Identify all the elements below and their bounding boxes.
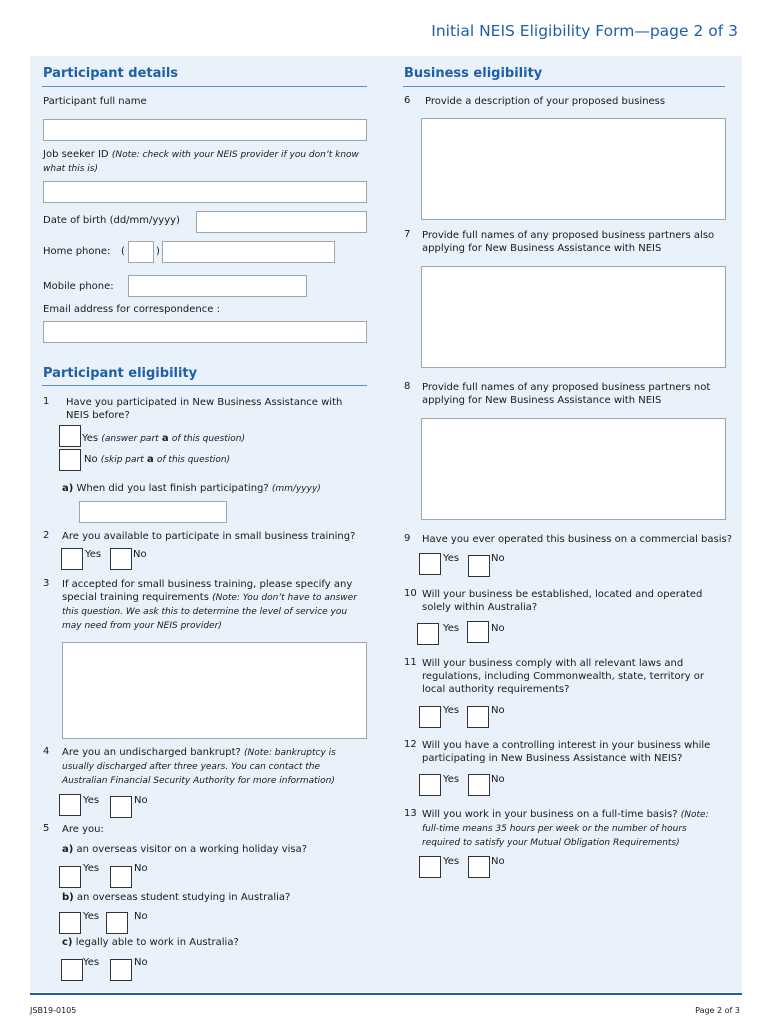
mobile-phone-label: Mobile phone:: [43, 281, 114, 292]
q11-number: 11: [404, 657, 417, 668]
q1a-date-input[interactable]: [79, 501, 227, 523]
q5b-label: [62, 891, 290, 904]
q5c-marker: c): [62, 937, 73, 948]
q9-number: 9: [404, 533, 411, 544]
q12-number: 12: [404, 739, 417, 750]
q4-no-label: No: [134, 795, 148, 806]
q4-no-checkbox[interactable]: [110, 796, 132, 818]
q1-yes-note-c: of this question): [171, 434, 246, 444]
q12-no-label: No: [491, 774, 505, 785]
q5a-no-label: No: [134, 863, 148, 874]
mobile-phone-input[interactable]: [128, 275, 307, 297]
q4-note: (Note: bankruptcy is usually discharged after three years. You can contact the Australian Financial Security Authority for more information): [62, 748, 336, 786]
q6-description-textarea[interactable]: [421, 118, 726, 220]
q2-yes-checkbox[interactable]: [61, 548, 83, 570]
q8-number: 8: [404, 381, 411, 392]
q5c-label: [62, 936, 239, 949]
participant-details-heading: Participant details: [43, 66, 179, 81]
q1-no-note-c: of this question): [156, 455, 231, 465]
section-divider: [403, 86, 725, 87]
job-seeker-label-text: Job seeker ID: [43, 149, 109, 160]
q1a-label: [62, 482, 321, 496]
q7-partners-textarea[interactable]: [421, 266, 726, 368]
q9-no-checkbox[interactable]: [468, 555, 490, 577]
home-phone-input[interactable]: [162, 241, 335, 263]
q13-yes-label: Yes: [443, 856, 460, 867]
job-seeker-label: [43, 148, 363, 176]
q1-no-label: [84, 454, 230, 465]
q7-text: Provide full names of any proposed business partners also applying for New Business Assistance with NEIS: [422, 230, 715, 254]
q10-no-label: No: [491, 623, 505, 634]
q5b-yes-checkbox[interactable]: [59, 912, 81, 934]
q13-note: (Note: full-time means 35 hours per week or the number of hours required to satisfy your Mutual Obligation Requirements): [422, 810, 709, 848]
q5b-yes-label: Yes: [83, 911, 100, 922]
q11-no-checkbox[interactable]: [467, 706, 489, 728]
q13-no-checkbox[interactable]: [468, 856, 490, 878]
email-input[interactable]: [43, 321, 367, 343]
q9-yes-checkbox[interactable]: [419, 553, 441, 575]
q8-partners-textarea[interactable]: [421, 418, 726, 520]
dob-input[interactable]: [196, 211, 367, 233]
q10-text: Will your business be established, located and operated solely within Australia?: [422, 589, 703, 613]
q11-yes-label: Yes: [443, 705, 460, 716]
q8-text: Provide full names of any proposed business partners not applying for New Business Assistance with NEIS: [422, 382, 711, 406]
q1-yes-note-a: (answer part: [101, 434, 159, 444]
q11-no-label: No: [491, 705, 505, 716]
q1-no-note-a: (skip part: [100, 455, 144, 465]
form-code: JSB19-0105: [30, 1006, 77, 1015]
q5a-label: [62, 843, 307, 856]
q1-number: 1: [43, 396, 50, 407]
q6-text: Provide a description of your proposed business: [425, 96, 666, 107]
area-code-paren-close: ): [156, 246, 160, 257]
area-code-paren-open: (: [121, 246, 125, 257]
email-label: Email address for correspondence :: [43, 304, 220, 315]
q4-text: Are you an undischarged bankrupt?: [62, 747, 241, 758]
q5b-no-label: No: [134, 911, 148, 922]
full-name-label: Participant full name: [43, 96, 147, 107]
q10-yes-checkbox[interactable]: [417, 623, 439, 645]
q5a-text: an overseas visitor on a working holiday visa?: [76, 844, 308, 855]
q5c-no-checkbox[interactable]: [110, 959, 132, 981]
q5c-yes-checkbox[interactable]: [61, 959, 83, 981]
q5b-marker: b): [62, 892, 74, 903]
q11-yes-checkbox[interactable]: [419, 706, 441, 728]
q13-no-label: No: [491, 856, 505, 867]
q1a-text: When did you last finish participating?: [76, 483, 269, 494]
q1a-marker: a): [62, 483, 74, 494]
q5b-no-checkbox[interactable]: [106, 912, 128, 934]
q10-number: 10: [404, 588, 417, 599]
q12-yes-checkbox[interactable]: [419, 774, 441, 796]
q9-no-label: No: [491, 553, 505, 564]
q9-text: Have you ever operated this business on a commercial basis?: [422, 534, 733, 545]
section-divider: [42, 385, 367, 386]
q1-yes-checkbox[interactable]: [59, 425, 81, 447]
home-phone-label: Home phone:: [43, 246, 111, 257]
q13-text: Will you work in your business on a full-time basis?: [422, 809, 678, 820]
q3-number: 3: [43, 578, 50, 589]
q4-yes-label: Yes: [83, 795, 100, 806]
q10-yes-label: Yes: [443, 623, 460, 634]
business-eligibility-heading: Business eligibility: [404, 66, 543, 81]
q5a-no-checkbox[interactable]: [110, 866, 132, 888]
q12-no-checkbox[interactable]: [468, 774, 490, 796]
q5c-text: legally able to work in Australia?: [75, 937, 239, 948]
q1-no-checkbox[interactable]: [59, 449, 81, 471]
section-divider: [42, 86, 367, 87]
q13-number: 13: [404, 808, 417, 819]
q9-yes-label: Yes: [443, 553, 460, 564]
q1-no-note-b: a: [146, 454, 154, 465]
q6-number: 6: [404, 95, 411, 106]
q5c-no-label: No: [134, 957, 148, 968]
q3-text: If accepted for small business training, please specify any special training requirements: [62, 579, 353, 603]
q11-text: Will your business comply with all relevant laws and regulations, including Commonwealth, state, territory or local authority requirements?: [422, 658, 705, 695]
q4-number: 4: [43, 746, 50, 757]
q13-yes-checkbox[interactable]: [419, 856, 441, 878]
full-name-input[interactable]: [43, 119, 367, 141]
q2-yes-label: Yes: [85, 549, 102, 560]
q1-yes-text: Yes: [82, 433, 99, 444]
q4-label: [62, 746, 364, 788]
q5a-marker: a): [62, 844, 74, 855]
page-number: Page 2 of 3: [695, 1006, 740, 1015]
q3-note: (Note: You don’t have to answer this question. We ask this to determine the level of service you may need from your NEIS provider): [62, 593, 357, 631]
footer-divider: [30, 993, 742, 995]
q5-number: 5: [43, 823, 50, 834]
q5b-text: an overseas student studying in Australia?: [76, 892, 291, 903]
q4-yes-checkbox[interactable]: [59, 794, 81, 816]
q2-text: Are you available to participate in small business training?: [62, 531, 356, 542]
q1-text: Have you participated in New Business Assistance with NEIS before?: [66, 397, 343, 421]
q1a-note: (mm/yyyy): [271, 484, 321, 494]
page-title: Initial NEIS Eligibility Form—page 2 of 3: [431, 22, 738, 40]
q10-no-checkbox[interactable]: [467, 621, 489, 643]
q13-label: [422, 808, 722, 850]
q5a-yes-label: Yes: [83, 863, 100, 874]
q12-yes-label: Yes: [443, 774, 460, 785]
q2-no-label: No: [133, 549, 147, 560]
q3-requirements-textarea[interactable]: [62, 642, 367, 739]
q3-label: [62, 578, 362, 633]
dob-label: Date of birth (dd/mm/yyyy): [43, 215, 180, 226]
q12-text: Will you have a controlling interest in your business while participating in New Business Assistance with NEIS?: [422, 740, 711, 764]
q2-number: 2: [43, 530, 50, 541]
q2-no-checkbox[interactable]: [110, 548, 132, 570]
q1-yes-note-b: a: [161, 433, 169, 444]
job-seeker-note: (Note: check with your NEIS provider if you don’t know what this is): [43, 150, 359, 174]
participant-eligibility-heading: Participant eligibility: [43, 366, 198, 381]
q1-no-text: No: [84, 454, 98, 465]
q5-text: Are you:: [62, 824, 104, 835]
q7-number: 7: [404, 229, 411, 240]
job-seeker-id-input[interactable]: [43, 181, 367, 203]
q5a-yes-checkbox[interactable]: [59, 866, 81, 888]
q5c-yes-label: Yes: [83, 957, 100, 968]
q1-yes-label: [82, 433, 245, 444]
home-phone-area-code-input[interactable]: [128, 241, 154, 263]
